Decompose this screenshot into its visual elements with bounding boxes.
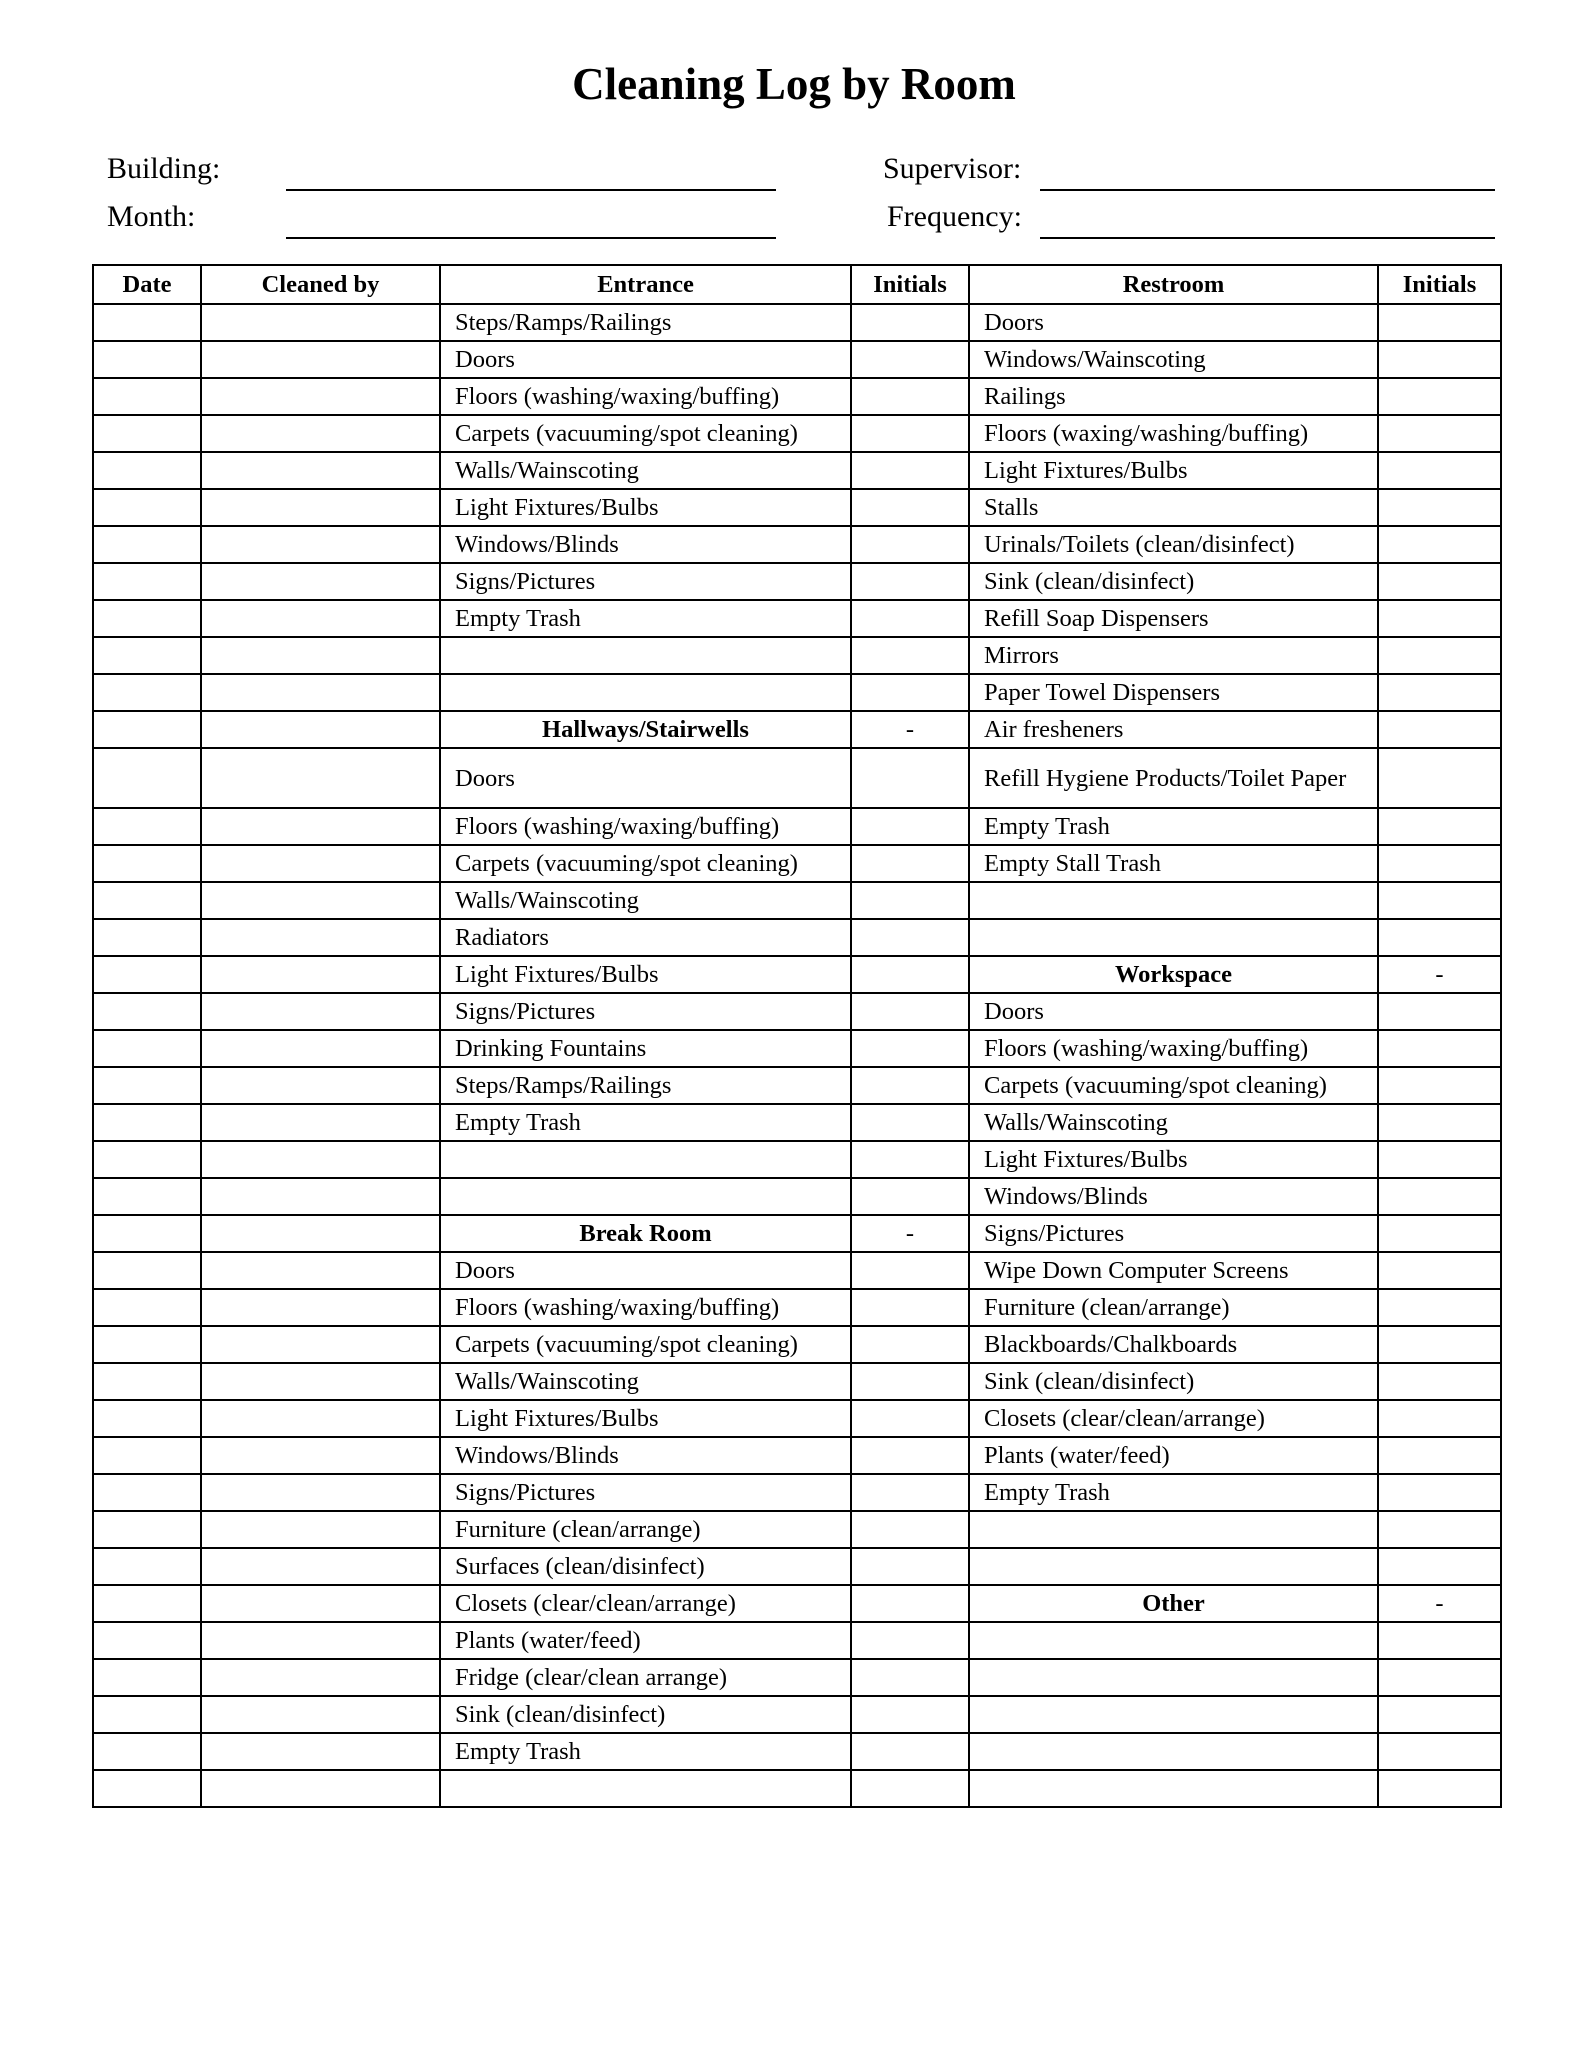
initials-cell[interactable] xyxy=(851,526,969,563)
table-row xyxy=(93,1141,1501,1178)
task-cell: Doors xyxy=(969,304,1378,341)
task-cell: Wipe Down Computer Screens xyxy=(969,1252,1378,1289)
task-cell xyxy=(440,1141,851,1178)
cleaned-by-cell[interactable] xyxy=(201,1030,440,1067)
table-row xyxy=(93,1363,1501,1400)
initials-cell[interactable] xyxy=(851,1548,969,1585)
task-cell: Radiators xyxy=(440,919,851,956)
table-row xyxy=(93,1104,1501,1141)
cleaned-by-cell[interactable] xyxy=(201,845,440,882)
task-cell: Doors xyxy=(440,748,851,808)
initials-cell[interactable] xyxy=(1378,1400,1501,1437)
table-row xyxy=(93,845,1501,882)
task-cell: Floors (washing/waxing/buffing) xyxy=(440,808,851,845)
table-row xyxy=(93,341,1501,378)
task-cell: Railings xyxy=(969,378,1378,415)
date-cell[interactable] xyxy=(93,711,201,748)
table-row xyxy=(93,1437,1501,1474)
initials-cell[interactable] xyxy=(1378,1659,1501,1696)
table-row xyxy=(93,808,1501,845)
initials-cell[interactable] xyxy=(851,1363,969,1400)
table-row xyxy=(93,489,1501,526)
column-header-initials: Initials xyxy=(1378,265,1501,304)
cleaned-by-cell[interactable] xyxy=(201,1511,440,1548)
cleaned-by-cell[interactable] xyxy=(201,489,440,526)
table-row xyxy=(93,452,1501,489)
initials-cell[interactable]: - xyxy=(1378,956,1501,993)
initials-cell[interactable] xyxy=(1378,563,1501,600)
cleaned-by-cell[interactable] xyxy=(201,1215,440,1252)
initials-cell[interactable]: - xyxy=(1378,1585,1501,1622)
table-row xyxy=(93,415,1501,452)
task-cell: Furniture (clean/arrange) xyxy=(440,1511,851,1548)
initials-cell[interactable] xyxy=(851,563,969,600)
table-row xyxy=(93,1548,1501,1585)
supervisor-field[interactable] xyxy=(1040,189,1495,191)
table-row xyxy=(93,1696,1501,1733)
cleaned-by-cell[interactable] xyxy=(201,1141,440,1178)
column-header-date: Date xyxy=(93,265,201,304)
task-cell: Plants (water/feed) xyxy=(440,1622,851,1659)
cleaned-by-cell[interactable] xyxy=(201,1437,440,1474)
initials-cell[interactable] xyxy=(1378,1067,1501,1104)
task-cell: Doors xyxy=(440,341,851,378)
date-cell[interactable] xyxy=(93,526,201,563)
cleaned-by-cell[interactable] xyxy=(201,1252,440,1289)
initials-cell[interactable] xyxy=(851,452,969,489)
task-cell xyxy=(969,882,1378,919)
initials-cell[interactable] xyxy=(1378,1141,1501,1178)
task-cell: Empty Stall Trash xyxy=(969,845,1378,882)
cleaned-by-cell[interactable] xyxy=(201,808,440,845)
date-cell[interactable] xyxy=(93,1770,201,1807)
date-cell[interactable] xyxy=(93,1511,201,1548)
date-cell[interactable] xyxy=(93,882,201,919)
table-row xyxy=(93,748,1501,808)
date-cell[interactable] xyxy=(93,1696,201,1733)
initials-cell[interactable] xyxy=(1378,1289,1501,1326)
initials-cell[interactable] xyxy=(1378,415,1501,452)
task-cell xyxy=(440,637,851,674)
table-row xyxy=(93,563,1501,600)
table-row xyxy=(93,956,1501,993)
task-cell: Walls/Wainscoting xyxy=(969,1104,1378,1141)
date-cell[interactable] xyxy=(93,600,201,637)
initials-cell[interactable] xyxy=(851,341,969,378)
task-cell: Stalls xyxy=(969,489,1378,526)
task-cell: Walls/Wainscoting xyxy=(440,1363,851,1400)
initials-cell[interactable] xyxy=(1378,1622,1501,1659)
initials-cell[interactable] xyxy=(851,1178,969,1215)
initials-cell[interactable] xyxy=(1378,1215,1501,1252)
task-cell: Windows/Blinds xyxy=(440,526,851,563)
initials-cell[interactable] xyxy=(851,993,969,1030)
task-cell: Fridge (clear/clean arrange) xyxy=(440,1659,851,1696)
task-cell xyxy=(969,1622,1378,1659)
date-cell[interactable] xyxy=(93,748,201,808)
initials-cell[interactable] xyxy=(851,1067,969,1104)
table-row xyxy=(93,674,1501,711)
task-cell: Empty Trash xyxy=(440,600,851,637)
cleaned-by-cell[interactable] xyxy=(201,526,440,563)
date-cell[interactable] xyxy=(93,1363,201,1400)
initials-cell[interactable] xyxy=(851,1770,969,1807)
cleaned-by-cell[interactable] xyxy=(201,1585,440,1622)
frequency-label: Frequency: xyxy=(887,200,1022,233)
initials-cell[interactable] xyxy=(851,808,969,845)
date-cell[interactable] xyxy=(93,919,201,956)
date-cell[interactable] xyxy=(93,1474,201,1511)
task-cell: Doors xyxy=(440,1252,851,1289)
date-cell[interactable] xyxy=(93,1141,201,1178)
cleaned-by-cell[interactable] xyxy=(201,1696,440,1733)
cleaned-by-cell[interactable] xyxy=(201,674,440,711)
task-cell: Carpets (vacuuming/spot cleaning) xyxy=(440,845,851,882)
task-cell: Walls/Wainscoting xyxy=(440,452,851,489)
initials-cell[interactable] xyxy=(851,1585,969,1622)
date-cell[interactable] xyxy=(93,1548,201,1585)
section-heading: Other xyxy=(969,1585,1378,1622)
initials-cell[interactable] xyxy=(1378,1733,1501,1770)
date-cell[interactable] xyxy=(93,489,201,526)
table-row xyxy=(93,1585,1501,1622)
task-cell: Sink (clean/disinfect) xyxy=(969,1363,1378,1400)
supervisor-label: Supervisor: xyxy=(883,152,1022,185)
table-row xyxy=(93,919,1501,956)
table-row xyxy=(93,526,1501,563)
table-row xyxy=(93,1622,1501,1659)
date-cell[interactable] xyxy=(93,1104,201,1141)
task-cell: Refill Soap Dispensers xyxy=(969,600,1378,637)
task-cell: Floors (washing/waxing/buffing) xyxy=(440,1289,851,1326)
table-row xyxy=(93,1733,1501,1770)
initials-cell[interactable] xyxy=(851,1030,969,1067)
task-cell: Floors (waxing/washing/buffing) xyxy=(969,415,1378,452)
task-cell: Urinals/Toilets (clean/disinfect) xyxy=(969,526,1378,563)
initials-cell[interactable] xyxy=(1378,1474,1501,1511)
task-cell: Refill Hygiene Products/Toilet Paper xyxy=(969,748,1378,808)
task-cell: Windows/Wainscoting xyxy=(969,341,1378,378)
date-cell[interactable] xyxy=(93,1585,201,1622)
initials-cell[interactable] xyxy=(851,1400,969,1437)
cleaning-log-table xyxy=(92,264,1502,1808)
task-cell xyxy=(440,1178,851,1215)
initials-cell[interactable] xyxy=(1378,304,1501,341)
date-cell[interactable] xyxy=(93,1326,201,1363)
date-cell[interactable] xyxy=(93,378,201,415)
task-cell: Floors (washing/waxing/buffing) xyxy=(969,1030,1378,1067)
cleaned-by-cell[interactable] xyxy=(201,415,440,452)
cleaned-by-cell[interactable] xyxy=(201,452,440,489)
cleaned-by-cell[interactable] xyxy=(201,993,440,1030)
section-heading: Workspace xyxy=(969,956,1378,993)
initials-cell[interactable] xyxy=(1378,1548,1501,1585)
initials-cell[interactable] xyxy=(1378,378,1501,415)
initials-cell[interactable] xyxy=(851,415,969,452)
task-cell: Light Fixtures/Bulbs xyxy=(969,452,1378,489)
initials-cell[interactable] xyxy=(851,1141,969,1178)
task-cell: Windows/Blinds xyxy=(969,1178,1378,1215)
task-cell: Steps/Ramps/Railings xyxy=(440,304,851,341)
initials-cell[interactable] xyxy=(1378,637,1501,674)
task-cell: Surfaces (clean/disinfect) xyxy=(440,1548,851,1585)
date-cell[interactable] xyxy=(93,637,201,674)
initials-cell[interactable] xyxy=(851,1474,969,1511)
cleaned-by-cell[interactable] xyxy=(201,1289,440,1326)
date-cell[interactable] xyxy=(93,808,201,845)
task-cell: Signs/Pictures xyxy=(440,1474,851,1511)
cleaned-by-cell[interactable] xyxy=(201,1067,440,1104)
initials-cell[interactable] xyxy=(1378,1104,1501,1141)
building-label: Building: xyxy=(107,152,221,185)
initials-cell[interactable] xyxy=(851,1326,969,1363)
initials-cell[interactable] xyxy=(1378,808,1501,845)
task-cell xyxy=(969,1770,1378,1807)
task-cell: Signs/Pictures xyxy=(440,993,851,1030)
initials-cell[interactable] xyxy=(851,1511,969,1548)
task-cell xyxy=(969,1511,1378,1548)
cleaned-by-cell[interactable] xyxy=(201,1474,440,1511)
initials-cell[interactable] xyxy=(851,674,969,711)
table-row xyxy=(93,637,1501,674)
task-cell: Carpets (vacuuming/spot cleaning) xyxy=(440,1326,851,1363)
initials-cell[interactable] xyxy=(851,1289,969,1326)
task-cell: Light Fixtures/Bulbs xyxy=(440,489,851,526)
column-header-restroom: Restroom xyxy=(969,265,1378,304)
table-header-row xyxy=(93,265,1501,304)
column-header-initials: Initials xyxy=(851,265,969,304)
initials-cell[interactable] xyxy=(851,882,969,919)
cleaned-by-cell[interactable] xyxy=(201,711,440,748)
table-row xyxy=(93,1659,1501,1696)
task-cell: Carpets (vacuuming/spot cleaning) xyxy=(440,415,851,452)
initials-cell[interactable] xyxy=(1378,1326,1501,1363)
cleaned-by-cell[interactable] xyxy=(201,304,440,341)
month-label: Month: xyxy=(107,200,196,233)
table-row xyxy=(93,1326,1501,1363)
cleaned-by-cell[interactable] xyxy=(201,1400,440,1437)
initials-cell[interactable] xyxy=(851,1252,969,1289)
task-cell: Walls/Wainscoting xyxy=(440,882,851,919)
initials-cell[interactable]: - xyxy=(851,1215,969,1252)
initials-cell[interactable]: - xyxy=(851,711,969,748)
initials-cell[interactable] xyxy=(1378,341,1501,378)
date-cell[interactable] xyxy=(93,1733,201,1770)
cleaned-by-cell[interactable] xyxy=(201,378,440,415)
initials-cell[interactable] xyxy=(1378,919,1501,956)
initials-cell[interactable] xyxy=(1378,600,1501,637)
initials-cell[interactable] xyxy=(1378,711,1501,748)
cleaned-by-cell[interactable] xyxy=(201,1178,440,1215)
initials-cell[interactable] xyxy=(851,748,969,808)
task-cell: Light Fixtures/Bulbs xyxy=(440,1400,851,1437)
cleaned-by-cell[interactable] xyxy=(201,748,440,808)
cleaned-by-cell[interactable] xyxy=(201,637,440,674)
task-cell: Carpets (vacuuming/spot cleaning) xyxy=(969,1067,1378,1104)
cleaned-by-cell[interactable] xyxy=(201,1104,440,1141)
date-cell[interactable] xyxy=(93,1030,201,1067)
task-cell: Empty Trash xyxy=(440,1733,851,1770)
initials-cell[interactable] xyxy=(851,1696,969,1733)
cleaned-by-cell[interactable] xyxy=(201,1622,440,1659)
task-cell: Signs/Pictures xyxy=(440,563,851,600)
task-cell: Drinking Fountains xyxy=(440,1030,851,1067)
task-cell: Windows/Blinds xyxy=(440,1437,851,1474)
initials-cell[interactable] xyxy=(851,1622,969,1659)
initials-cell[interactable] xyxy=(851,1104,969,1141)
table-row xyxy=(93,1030,1501,1067)
table-row xyxy=(93,993,1501,1030)
table-row xyxy=(93,1400,1501,1437)
initials-cell[interactable] xyxy=(851,489,969,526)
initials-cell[interactable] xyxy=(1378,526,1501,563)
initials-cell[interactable] xyxy=(851,845,969,882)
task-cell: Empty Trash xyxy=(969,808,1378,845)
date-cell[interactable] xyxy=(93,415,201,452)
cleaned-by-cell[interactable] xyxy=(201,1659,440,1696)
date-cell[interactable] xyxy=(93,1215,201,1252)
initials-cell[interactable] xyxy=(851,1437,969,1474)
initials-cell[interactable] xyxy=(851,919,969,956)
task-cell: Sink (clean/disinfect) xyxy=(440,1696,851,1733)
task-cell xyxy=(440,1770,851,1807)
page-title: Cleaning Log by Room xyxy=(572,59,1016,109)
cleaned-by-cell[interactable] xyxy=(201,919,440,956)
table-row xyxy=(93,304,1501,341)
initials-cell[interactable] xyxy=(1378,1178,1501,1215)
task-cell xyxy=(969,1659,1378,1696)
section-heading: Break Room xyxy=(440,1215,851,1252)
date-cell[interactable] xyxy=(93,1622,201,1659)
frequency-field[interactable] xyxy=(1040,237,1495,239)
cleaned-by-cell[interactable] xyxy=(201,882,440,919)
date-cell[interactable] xyxy=(93,956,201,993)
date-cell[interactable] xyxy=(93,1067,201,1104)
table-row xyxy=(93,600,1501,637)
task-cell: Signs/Pictures xyxy=(969,1215,1378,1252)
building-field[interactable] xyxy=(286,189,776,191)
date-cell[interactable] xyxy=(93,341,201,378)
table-row xyxy=(93,1289,1501,1326)
initials-cell[interactable] xyxy=(1378,1363,1501,1400)
task-cell: Air fresheners xyxy=(969,711,1378,748)
task-cell: Empty Trash xyxy=(969,1474,1378,1511)
cleaned-by-cell[interactable] xyxy=(201,1363,440,1400)
initials-cell[interactable] xyxy=(1378,845,1501,882)
table-row xyxy=(93,1252,1501,1289)
task-cell: Sink (clean/disinfect) xyxy=(969,563,1378,600)
initials-cell[interactable] xyxy=(1378,452,1501,489)
task-cell xyxy=(969,1696,1378,1733)
initials-cell[interactable] xyxy=(1378,1030,1501,1067)
task-cell xyxy=(969,919,1378,956)
initials-cell[interactable] xyxy=(851,1733,969,1770)
date-cell[interactable] xyxy=(93,304,201,341)
section-heading: Hallways/Stairwells xyxy=(440,711,851,748)
date-cell[interactable] xyxy=(93,1252,201,1289)
date-cell[interactable] xyxy=(93,563,201,600)
task-cell xyxy=(440,674,851,711)
task-cell xyxy=(969,1548,1378,1585)
task-cell: Closets (clear/clean/arrange) xyxy=(440,1585,851,1622)
initials-cell[interactable] xyxy=(1378,1252,1501,1289)
task-cell: Light Fixtures/Bulbs xyxy=(440,956,851,993)
table-row xyxy=(93,378,1501,415)
table-row xyxy=(93,1770,1501,1807)
date-cell[interactable] xyxy=(93,993,201,1030)
date-cell[interactable] xyxy=(93,674,201,711)
initials-cell[interactable] xyxy=(1378,1696,1501,1733)
initials-cell[interactable] xyxy=(1378,1770,1501,1807)
table-row xyxy=(93,1178,1501,1215)
cleaned-by-cell[interactable] xyxy=(201,1548,440,1585)
table-body xyxy=(93,304,1501,1807)
task-cell: Furniture (clean/arrange) xyxy=(969,1289,1378,1326)
date-cell[interactable] xyxy=(93,452,201,489)
table-row xyxy=(93,711,1501,748)
task-cell: Paper Towel Dispensers xyxy=(969,674,1378,711)
column-header-entrance: Entrance xyxy=(440,265,851,304)
task-cell: Plants (water/feed) xyxy=(969,1437,1378,1474)
task-cell: Blackboards/Chalkboards xyxy=(969,1326,1378,1363)
table-row xyxy=(93,1474,1501,1511)
date-cell[interactable] xyxy=(93,1400,201,1437)
initials-cell[interactable] xyxy=(851,637,969,674)
cleaned-by-cell[interactable] xyxy=(201,956,440,993)
table-row xyxy=(93,882,1501,919)
task-cell: Light Fixtures/Bulbs xyxy=(969,1141,1378,1178)
cleaned-by-cell[interactable] xyxy=(201,600,440,637)
date-cell[interactable] xyxy=(93,1437,201,1474)
task-cell: Steps/Ramps/Railings xyxy=(440,1067,851,1104)
initials-cell[interactable] xyxy=(1378,1437,1501,1474)
cleaned-by-cell[interactable] xyxy=(201,1770,440,1807)
initials-cell[interactable] xyxy=(1378,993,1501,1030)
task-cell: Closets (clear/clean/arrange) xyxy=(969,1400,1378,1437)
initials-cell[interactable] xyxy=(851,304,969,341)
task-cell: Floors (washing/waxing/buffing) xyxy=(440,378,851,415)
initials-cell[interactable] xyxy=(851,1659,969,1696)
column-header-cleaned-by: Cleaned by xyxy=(201,265,440,304)
date-cell[interactable] xyxy=(93,845,201,882)
cleaned-by-cell[interactable] xyxy=(201,341,440,378)
table-row xyxy=(93,1215,1501,1252)
initials-cell[interactable] xyxy=(1378,748,1501,808)
cleaned-by-cell[interactable] xyxy=(201,1733,440,1770)
initials-cell[interactable] xyxy=(1378,882,1501,919)
month-field[interactable] xyxy=(286,237,776,239)
task-cell xyxy=(969,1733,1378,1770)
cleaned-by-cell[interactable] xyxy=(201,563,440,600)
initials-cell[interactable] xyxy=(851,956,969,993)
initials-cell[interactable] xyxy=(851,600,969,637)
initials-cell[interactable] xyxy=(851,378,969,415)
task-cell: Doors xyxy=(969,993,1378,1030)
task-cell: Empty Trash xyxy=(440,1104,851,1141)
date-cell[interactable] xyxy=(93,1178,201,1215)
cleaned-by-cell[interactable] xyxy=(201,1326,440,1363)
task-cell: Mirrors xyxy=(969,637,1378,674)
date-cell[interactable] xyxy=(93,1659,201,1696)
initials-cell[interactable] xyxy=(1378,1511,1501,1548)
initials-cell[interactable] xyxy=(1378,674,1501,711)
table-row xyxy=(93,1067,1501,1104)
date-cell[interactable] xyxy=(93,1289,201,1326)
initials-cell[interactable] xyxy=(1378,489,1501,526)
table-row xyxy=(93,1511,1501,1548)
